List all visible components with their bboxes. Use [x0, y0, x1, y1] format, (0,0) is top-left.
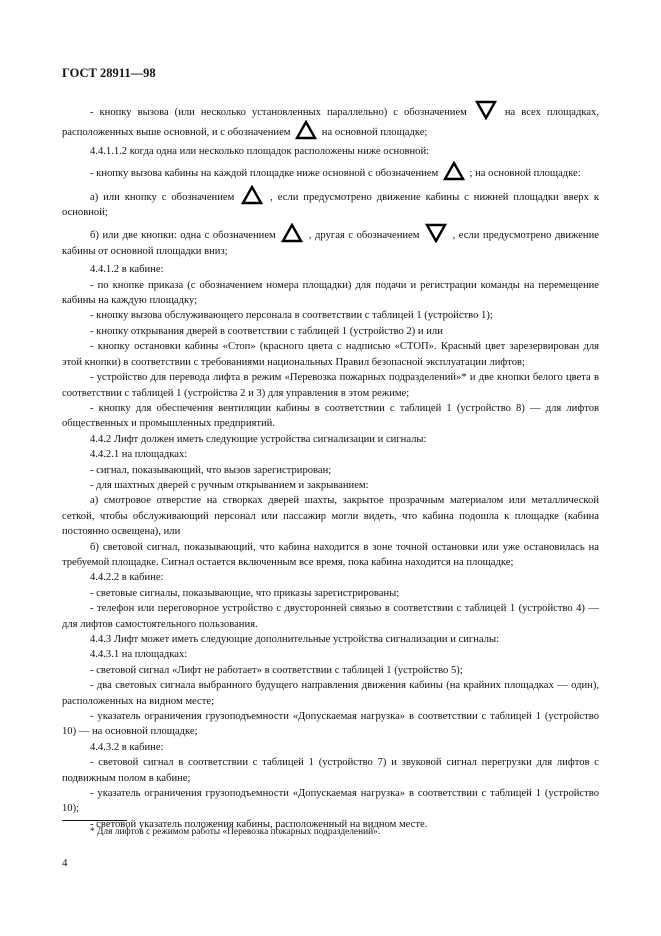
paragraph: - световой сигнал в соответствии с таблицей 1 (устройство 7) и звуковой сигнал перегрузки для лифтов с подвижным полом в кабине; — [62, 757, 599, 784]
paragraph: - два световых сигнала выбранного будущего направления движения кабины (на крайних площадках — один), расположенных на видном месте; — [62, 680, 599, 707]
paragraph: - указатель ограничения грузоподъемности «Допускаемая нагрузка» в соответствии с таблицей 1 (устройство 10) — на основной площадке; — [62, 711, 599, 738]
footnote-divider — [62, 820, 127, 821]
paragraph: б) или две кнопки: одна с обозначением , другая с обозначением , если предусмотрено движение кабины от основной площадки вниз; — [62, 223, 599, 259]
paragraph: 4.4.3 Лифт может иметь следующие дополнительные устройства сигнализации и сигналы: — [90, 634, 500, 645]
triangle-down-icon — [475, 100, 497, 120]
paragraph: - кнопку вызова обслуживающего персонала в соответствии с таблицей 1 (устройство 1); — [90, 310, 493, 322]
paragraph: - световой сигнал «Лифт не работает» в соответствии с таблицей 1 (устройство 5); — [90, 664, 463, 676]
paragraph: - телефон или переговорное устройство с двусторонней связью в соответствии с таблицей 1 (устройство 4) — для лифтов самостоятельного пользования. — [62, 603, 599, 630]
paragraph: - по кнопке приказа (с обозначением номера площадки) для подачи и регистрации команды на перемещение кабины на каждую площадку; — [62, 279, 599, 307]
paragraph: 4.4.3.2 в кабине: — [90, 741, 164, 753]
paragraph: а) или кнопку с обозначением , если предусмотрено движение кабины с нижней площадки вверх к основной; — [62, 185, 599, 221]
paragraph: б) световой сигнал, показывающий, что кабина находится в зоне точной остановки или уже остановилась на требуемой площадке. Сигнал остается включенным все время, пока кабина находится на площадке; — [62, 541, 599, 568]
paragraph: - световой указатель положения кабины, расположенный на видном месте. — [90, 818, 428, 830]
paragraph: 4.4.2.2 в кабине: — [90, 572, 164, 584]
paragraph: 4.4.3.1 на площадках: — [90, 649, 188, 661]
paragraph: 4.4.1.1.2 когда одна или несколько площадок расположены ниже основной: — [90, 145, 430, 157]
paragraph: - кнопку вызова (или несколько установленных параллельно) с обозначением на всех площадках, расположенных выше основной, и с обозначением на основной площадке; — [62, 100, 599, 141]
paragraph: - сигнал, показывающий, что вызов зарегистрирован; — [90, 464, 332, 476]
triangle-up-icon — [241, 185, 263, 205]
paragraph: - устройство для перевода лифта в режим «Перевозка пожарных подразделений»* и две кнопки белого цвета в соответствии с таблицей 1 (устройства 2 и 3) для управления в этом режиме; — [62, 372, 599, 399]
paragraph: - кнопку для обеспечения вентиляции кабины в соответствии с таблицей 1 (устройство 8) — для лифтов общественных и промышленных предприятий. — [62, 402, 599, 430]
paragraph: - для шахтных дверей с ручным открыванием и закрыванием: — [90, 479, 369, 491]
footnote: * Для лифтов с режимом работы «Перевозка пожарных подразделений». — [90, 827, 381, 837]
paragraph: а) смотровое отверстие на створках дверей шахты, закрытое прозрачным материалом или металлической сеткой, чтобы обслуживающий персонал или пассажир могли видеть, что кабина подошла к площадке (кабина постоянно освещена), или — [62, 495, 599, 538]
triangle-up-icon — [443, 161, 465, 181]
paragraph: 4.4.2 Лифт должен иметь следующие устройства сигнализации и сигналы: — [90, 433, 427, 445]
triangle-down-icon — [425, 223, 447, 243]
document-header: ГОСТ 28911—98 — [62, 66, 156, 80]
paragraph: - кнопку открывания дверей в соответствии с таблицей 1 (устройство 2) и или — [90, 325, 443, 337]
document-body — [62, 98, 599, 832]
paragraph: 4.4.1.2 в кабине: — [90, 264, 164, 276]
paragraph: - указатель ограничения грузоподъемности «Допускаемая нагрузка» в соответствии с таблицей 1 (устройство 10); — [62, 788, 599, 815]
paragraph: 4.4.2.1 на площадках: — [90, 449, 188, 461]
paragraph: - световые сигналы, показывающие, что приказы зарегистрированы; — [90, 587, 400, 599]
triangle-up-icon — [295, 120, 317, 140]
triangle-up-icon — [281, 223, 303, 243]
page-number: 4 — [62, 857, 68, 869]
paragraph: - кнопку вызова кабины на каждой площадке ниже основной с обозначением ; на основной площадке: — [62, 161, 599, 181]
paragraph: - кнопку остановки кабины «Стоп» (красного цвета с надписью «СТОП». Красный цвет зарезервирован для этой кнопки) в соответствии с требованиями национальных Правил безопасной эксплуатации лифтов; — [62, 341, 599, 368]
